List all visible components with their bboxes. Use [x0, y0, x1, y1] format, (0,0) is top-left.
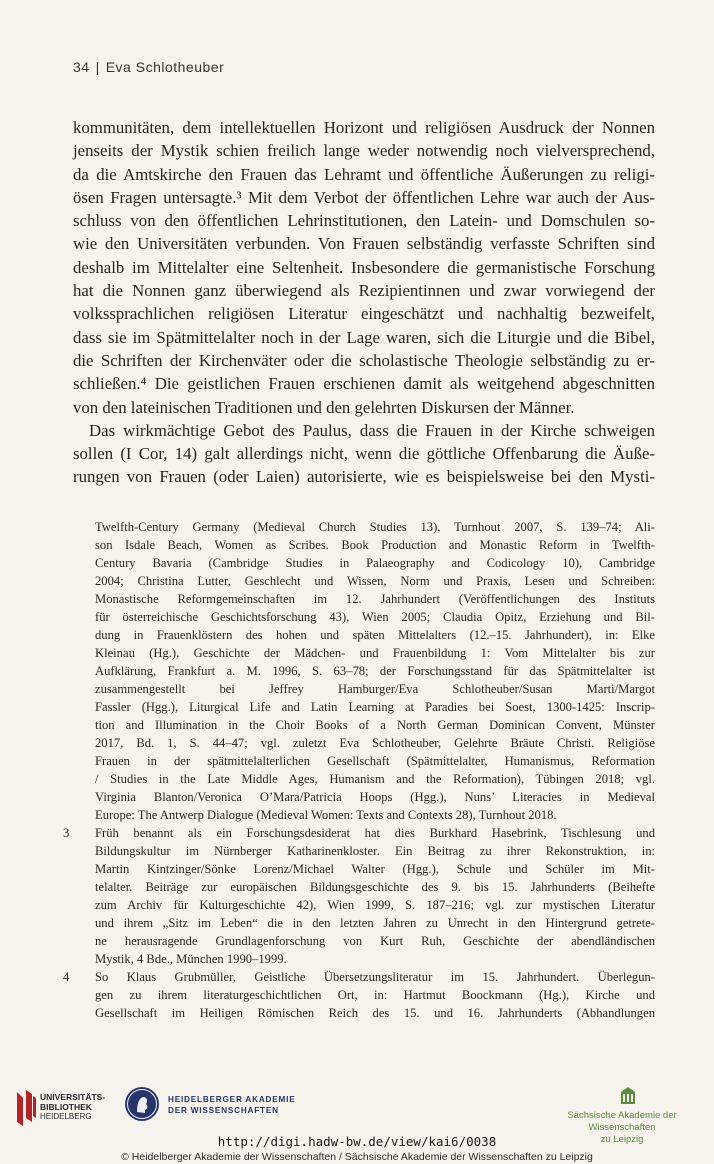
footnote-line: Früh benannt als ein Forschungsdesiderat hat dies Burkhard Hasebrink, Tischlesung und	[95, 826, 655, 840]
body-line: da die Amtskirche den Frauen das Lehramt und öffentliche Äußerungen zu religi-	[73, 164, 655, 184]
body-line: sollen (I Cor, 14) galt allerdings nicht, wenn die göttliche Offenbarung die Äuße-	[73, 444, 655, 464]
main-text	[73, 116, 655, 489]
footnotes	[63, 518, 655, 1022]
university-library-name: UNIVERSITÄTS- BIBLIOTHEK HEIDELBERG	[40, 1092, 106, 1121]
footnote-line: Aufklärung, Frankfurt a. M. 1996, S. 63–78; der Forschungsstand für das Spätmittelalter ist	[95, 664, 655, 678]
copyright-notice: © Heidelberger Akademie der Wissenschaften / Sächsische Akademie der Wissenschaften zu Leipzig	[121, 1151, 593, 1163]
footnote-line: 2017, Bd. 1, S. 44–47; vgl. zuletzt Eva Schlotheuber, Gelehrte Bräute Christi. Religiöse	[95, 736, 655, 750]
body-line: deshalb im Mittelalter eine Seltenheit. Insbesondere die germanistische Forschung	[73, 257, 655, 277]
body-line: wie den Universitäten verbunden. Von Frauen selbständig verfasste Schriften sind	[73, 234, 655, 254]
body-line: kommunitäten, dem intellektuellen Horizont und religiösen Ausdruck der Nonnen	[73, 118, 655, 137]
footnote-line: / Studies in the Late Middle Ages, Humanism and the Reformation), Tübingen 2018; vgl.	[95, 772, 655, 786]
header-separator: |	[95, 59, 100, 75]
footnote-line: zusammengestellt bei Jeffrey Hamburger/Eva Schlotheuber/Susan Marti/Margot	[95, 682, 655, 696]
body-line: jenseits der Mystik schien freilich lange weder notwendig noch vielversprechend,	[73, 141, 655, 161]
page-number: 34	[73, 59, 90, 75]
saxon-academy-emblem-icon	[620, 1086, 636, 1106]
body-line: schließen.⁴ Die geistlichen Frauen erschienen damit als weitgehend abgeschnitten	[73, 374, 655, 394]
footnote-line: für österreichische Geschichtsforschung 43), Wien 2005; Claudia Opitz, Erziehung und Bil-	[95, 610, 655, 624]
body-line: hat die Nonnen ganz überwiegend als Rezipientinnen und zwar vorwiegend der	[73, 281, 655, 301]
body-line: von den lateinischen Traditionen und den gelehrten Diskursen der Männer.	[73, 397, 575, 417]
footnote-line: Frauen in der spätmittelalterlichen Gesellschaft (Spätmittelalter, Humanismus, Reformation	[95, 754, 655, 768]
permalink-url[interactable]: http://digi.hadw-bw.de/view/kai6/0038	[217, 1134, 497, 1149]
footnote-line: gen zu ihrem literaturgeschichtlichen Ort, in: Hartmut Boockmann (Hg.), Kirche und	[95, 988, 655, 1002]
university-library-logo-icon	[14, 1088, 38, 1128]
heidelberg-academy-seal-icon	[124, 1086, 160, 1122]
body-line: volkssprachlichen religiösen Literatur eingeschätzt und nachhaltig bezweifelt,	[73, 304, 655, 324]
footnote-line: Monastische Reformgemeinschaften im 12. Jahrhundert (Veröffentlichungen des Instituts	[95, 592, 655, 606]
running-author: Eva Schlotheuber	[105, 59, 225, 75]
body-line: schluss von den öffentlichen Lehrinstitutionen, den Latein- und Domschulen so-	[73, 211, 655, 231]
heidelberg-academy-name: HEIDELBERGER AKADEMIE DER WISSENSCHAFTEN	[168, 1095, 296, 1115]
footnote-line: Gesellschaft im Heiligen Römischen Reich des 15. und 16. Jahrhunderts (Abhandlungen	[95, 1006, 655, 1020]
footnote-line: zum Archiv für Kulturgeschichte 42), Wien 1999, S. 187–216; vgl. zur mystischen Literatur	[95, 898, 655, 912]
footnote-line: Europe: The Antwerp Dialogue (Medieval Women: Texts and Contexts 28), Turnhout 2018.	[95, 808, 557, 822]
footnote-4	[63, 968, 655, 1022]
footnote-line: Twelfth-Century Germany (Medieval Church Studies 13), Turnhout 2007, S. 139–74; Ali-	[95, 520, 655, 534]
body-line: die Schriften der Kirchenväter oder die scholastische Theologie selbständig zu er-	[73, 350, 655, 370]
saxon-academy-name: Sächsische Akademie der Wissenschaften zu Leipzig	[567, 1110, 677, 1145]
footnote-line: und ihrem „Sitz im Leben“ die in den letzten Jahren zu Unrecht in den Hintergrund getrete-	[95, 916, 655, 930]
footnote-line: Virginia Blanton/Veronica O’Mara/Patricia Hoops (Hgg.), Nuns’ Literacies in Medieval	[95, 790, 655, 804]
footnote-continuation	[73, 518, 655, 824]
footnote-line: dung in Frauenklöstern des hohen und späten Mittelalters (12.–15. Jahrhundert), in: Elke	[95, 628, 655, 642]
running-header	[73, 59, 224, 75]
footnote-line: telalter. Beiträge zur europäischen Bildungsgeschichte des 9. bis 15. Jahrhunderts (Beihefte	[95, 880, 655, 894]
footnote-number: 3	[63, 826, 70, 840]
body-line: rungen von Frauen (oder Laien) autorisierte, wie es beispielsweise bei den Mysti-	[73, 467, 655, 487]
footnote-line: Fassler (Hgg.), Liturgical Life and Latin Learning at Paradies bei Soest, 1300-1425: Inscrip-	[95, 700, 655, 714]
footnote-line: Bildungskultur im Nürnberger Katharinenkloster. Ein Beitrag zu ihrer Rekonstruktion, in:	[95, 844, 655, 858]
footnote-line: Martin Kintzinger/Sönke Lorenz/Michael Walter (Hgg.), Schule und Schüler im Mit-	[95, 862, 655, 876]
footnote-line: son Isdale Beach, Women as Scribes. Book Production and Monastic Reform in Twelfth-	[95, 538, 655, 552]
footnote-number: 4	[63, 970, 70, 984]
footnote-line: tion and Illumination in the Choir Books of a North German Dominican Convent, Münster	[95, 718, 655, 732]
body-line: dass sie im Spätmittelalter noch in der Lage waren, sich die Liturgie und die Bibel,	[73, 327, 655, 347]
footnote-3	[63, 824, 655, 968]
footnote-line: Mystik, 4 Bde., München 1990–1999.	[95, 952, 287, 966]
digitization-footer	[0, 1072, 714, 1164]
body-line: ösen Fragen untersagte.³ Mit dem Verbot der öffentlichen Lehre war auch der Aus-	[73, 187, 655, 207]
footnote-line: ne herausragende Grundlagenforschung von Kurt Ruh, Geschichte der abendländischen	[95, 934, 655, 948]
body-line: Das wirkmächtige Gebot des Paulus, dass die Frauen in der Kirche schweigen	[89, 420, 655, 440]
footnote-line: So Klaus Grubmüller, Geistliche Übersetzungsliteratur im 15. Jahrhundert. Überlegun-	[95, 970, 655, 984]
footnote-line: Century Bavaria (Cambridge Studies in Palaeography and Codicology 10), Cambridge	[95, 556, 655, 570]
footnote-line: Kleinau (Hg.), Geschichte der Mädchen- und Frauenbildung 1: Vom Mittelalter bis zur	[95, 646, 655, 660]
footnote-line: 2004; Christina Lutter, Geschlecht und Wissen, Norm und Praxis, Lesen und Schreiben:	[95, 574, 655, 588]
